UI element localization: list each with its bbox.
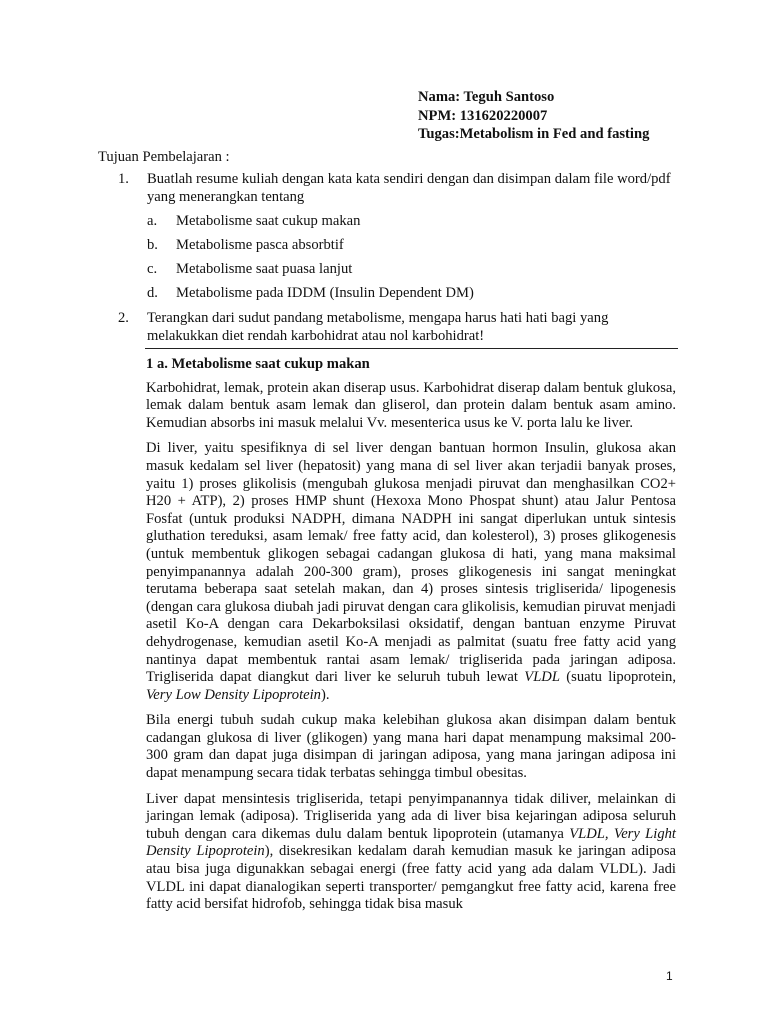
page-number: 1 [666, 969, 673, 983]
objective-item [118, 170, 678, 302]
paragraph: Karbohidrat, lemak, protein akan diserap usus. Karbohidrat diserap dalam bentuk glukosa, lemak dalam bentuk asam lemak dan gliserol, dan protein dalam bentuk asam amino. Kemudian absorbs ini masuk melalui Vv. mesenterica usus ke V. porta lalu ke liver. [146, 379, 676, 431]
objective-item [118, 309, 678, 345]
subitem [147, 212, 678, 230]
objective-number: 1. [118, 171, 129, 187]
objective-text: Buatlah resume kuliah dengan kata kata sendiri dengan dan disimpan dalam file word/pdf yang menerangkan tentang [147, 171, 671, 205]
learning-objectives-label: Tujuan Pembelajaran : [98, 149, 230, 165]
objectives-list [118, 170, 678, 345]
student-npm: NPM: 131620220007 [418, 107, 548, 124]
subitem [147, 236, 678, 254]
subitem-letter: c. [147, 261, 158, 277]
paragraph-text: ), disekresikan kedalam darah kemudian masuk ke jaringan adiposa atau bisa juga digunakkan sebagai energi (free fatty acid yang ada dalam VLDL). Jadi VLDL ini dapat dianalogikan seperti transporter/ pemgangkut free fatty acid, karena free fatty acid bersifat hidrofob, sehingga tidak bisa masuk [146, 843, 676, 913]
student-name: Nama: Teguh Santoso [418, 89, 555, 105]
paragraph-text: Di liver, yaitu spesifiknya di sel liver dengan bantuan hormon Insulin, glukosa akan masuk kedalam sel liver (hepatosit) yang mana di sel liver akan terjadii banyak proses, yaitu 1) proses glikolisis (mengubah glukosa menjadi piruvat dan menghasilkan CO2+ H20 + ATP), 2) proses HMP shunt (Hexoxa Mono Phospat shunt) atau Jalur Pentosa Fosfat (untuk produksi NADPH, dimana NADPH ini sangat diperlukan untuk sintesis gluthation tereduksi, asam lemak/ free fatty acid, dan kolesterol), 3) proses glikogenesis (untuk membentuk glikogen sebagai cadangan glukosa di hati, yang mana maksimal penyimpanannya adalah 200-300 gram), proses glikogenesis ini sangat meningkat terutama beberapa saat setelah makan, dan 4) proses sintesis trigliserida/ lipogenesis (dengan cara glukosa diubah jadi piruvat dengan cara glikolisis, kemudian piruvat menjadi asetil Ko-A dengan cara Dekarboksilasi oksidatif, dengan bantuan enzyme Piruvat dehydrogenase, kemudian asetil Ko-A menjadi as palmitat (suatu free fatty acid yang nantinya dapat membentuk rantai asam lemak/ trigliserida pada jaringan adiposa. Trigliserida dapat diangkut dari liver ke seluruh tubuh lewat [146, 440, 676, 686]
subitem [147, 260, 678, 278]
assignment-title: Tugas:Metabolism in Fed and fasting [418, 126, 650, 143]
paragraph-text: (suatu lipoprotein, [559, 669, 676, 686]
paragraph-italic: VLDL, Very Light Density Lipoprotein [146, 825, 676, 860]
paragraph-text: ). [320, 686, 330, 703]
section-title: 1 a. Metabolisme saat cukup makan [146, 356, 370, 372]
objective-number: 2. [118, 310, 129, 326]
subitem-text: Metabolisme saat cukup makan [176, 213, 361, 229]
student-header [418, 88, 649, 144]
subitem-text: Metabolisme pada IDDM (Insulin Dependent DM) [176, 285, 474, 301]
paragraph: Bila energi tubuh sudah cukup maka kelebihan glukosa akan disimpan dalam bentuk cadangan glukosa di liver (glikogen) yang mana hari dapat menampung maksimal 200-300 gram dan dapat juga disimpan di jaringan adiposa, yang mana jaringan adiposa ini dapat menampung secara tidak terbatas sehingga timbul obesitas. [146, 712, 676, 782]
paragraph [146, 791, 676, 914]
paragraph-text: Liver dapat mensintesis trigliserida, tetapi penyimpanannya tidak diliver, melainkan di jaringan lemak (adiposa). Trigliserida yang ada di liver bisa kejaringan adiposa seluruh tubuh dengan cara dikemas dulu dalam bentuk lipoprotein (utamanya [146, 790, 676, 842]
subitem-text: Metabolisme pasca absorbtif [176, 237, 344, 253]
paragraph-italic: VLDL [524, 669, 560, 686]
paragraph-italic: Very Low Density Lipoprotein [146, 686, 321, 703]
objective-text: Terangkan dari sudut pandang metabolisme, mengapa harus hati hati bagi yang melakukkan diet rendah karbohidrat atau nol karbohidrat! [147, 310, 609, 344]
subitem-letter: b. [147, 237, 158, 253]
objective-sublist [147, 212, 678, 302]
subitem-letter: a. [147, 213, 158, 229]
subitem [147, 284, 678, 302]
subitem-text: Metabolisme saat puasa lanjut [176, 261, 353, 277]
section-content [146, 356, 676, 922]
subitem-letter: d. [147, 285, 158, 301]
section-divider [145, 348, 678, 349]
paragraph [146, 440, 676, 704]
